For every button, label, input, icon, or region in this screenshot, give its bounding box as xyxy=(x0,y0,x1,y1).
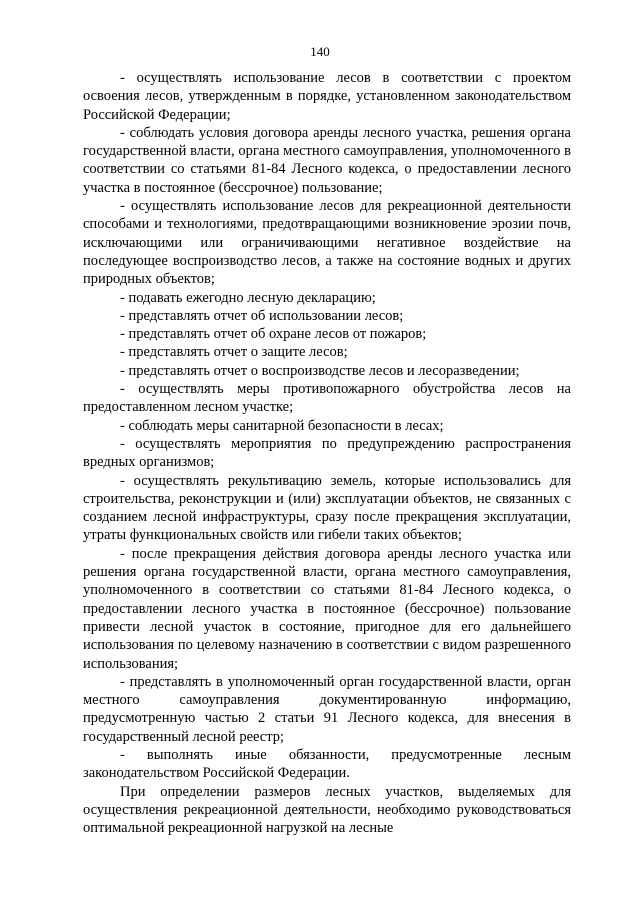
paragraph-8: - представлять отчет о воспроизводстве лесов и лесоразведении; xyxy=(120,362,520,379)
paragraph-7: - представлять отчет о защите лесов; xyxy=(120,344,348,361)
paragraph-10: - соблюдать меры санитарной безопасности в лесах; xyxy=(120,417,444,434)
paragraph-3: - осуществлять использование лесов для рекреационной деятельности способами и технологиями, предотвращающими возникновение эрозии почв, исключающими или ограничивающими негативное воздействие на последующее воспроизводство лесов, а также на состояние водных и других природных объектов; xyxy=(83,198,571,288)
paragraph-14: - представлять в уполномоченный орган государственной власти, орган местного самоуправления документированную информацию, предусмотренную частью 2 статьи 91 Лесного кодекса, для внесения в государственный лесной реестр; xyxy=(83,673,571,745)
paragraph-1: - осуществлять использование лесов в соответствии с проектом освоения лесов, утвержденным в порядке, установленном законодательством Российской Федерации; xyxy=(83,70,571,123)
paragraph-12: - осуществлять рекультивацию земель, которые использовались для строительства, реконструкции и (или) эксплуатации объектов, не связанных с созданием лесной инфраструктуры, сразу после прекращения эксплуатации, утраты функциональных свойств или гибели таких объектов; xyxy=(83,472,571,544)
paragraph-6: - представлять отчет об охране лесов от пожаров; xyxy=(120,326,427,343)
page-number: 140 xyxy=(310,44,330,59)
paragraph-9: - осуществлять меры противопожарного обустройства лесов на предоставленном лесном участке; xyxy=(83,381,571,416)
paragraph-15: - выполнять иные обязанности, предусмотренные лесным законодательством Российской Федерации. xyxy=(83,746,571,782)
paragraph-16: При определении размеров лесных участков, выделяемых для осуществления рекреационной деятельности, необходимо руководствоваться оптимальной рекреационной нагрузкой на лесные xyxy=(83,783,571,837)
paragraph-5: - представлять отчет об использовании лесов; xyxy=(120,307,404,324)
paragraph-11: - осуществлять мероприятия по предупреждению распространения вредных организмов; xyxy=(83,435,571,471)
paragraph-2: - соблюдать условия договора аренды лесного участка, решения органа государственной власти, органа местного самоуправления, уполномоченного в соответствии со статьями 81-84 Лесного кодекса, о предоставлении лесного участка в постоянное (бессрочное) пользование; xyxy=(83,124,571,196)
paragraph-4: - подавать ежегодно лесную декларацию; xyxy=(120,289,376,306)
paragraph-13: - после прекращения действия договора аренды лесного участка или решения органа государственной власти, органа местного самоуправления, уполномоченного в соответствии со статьями 81-84 Лесного кодекса, о предоставлении лесного участка в постоянное (бессрочное) пользование привести лесной участок в состояние, пригодное для его дальнейшего использования по целевому назначению в соответствии с видом разрешенного использования; xyxy=(83,545,571,672)
document-body xyxy=(83,69,571,837)
